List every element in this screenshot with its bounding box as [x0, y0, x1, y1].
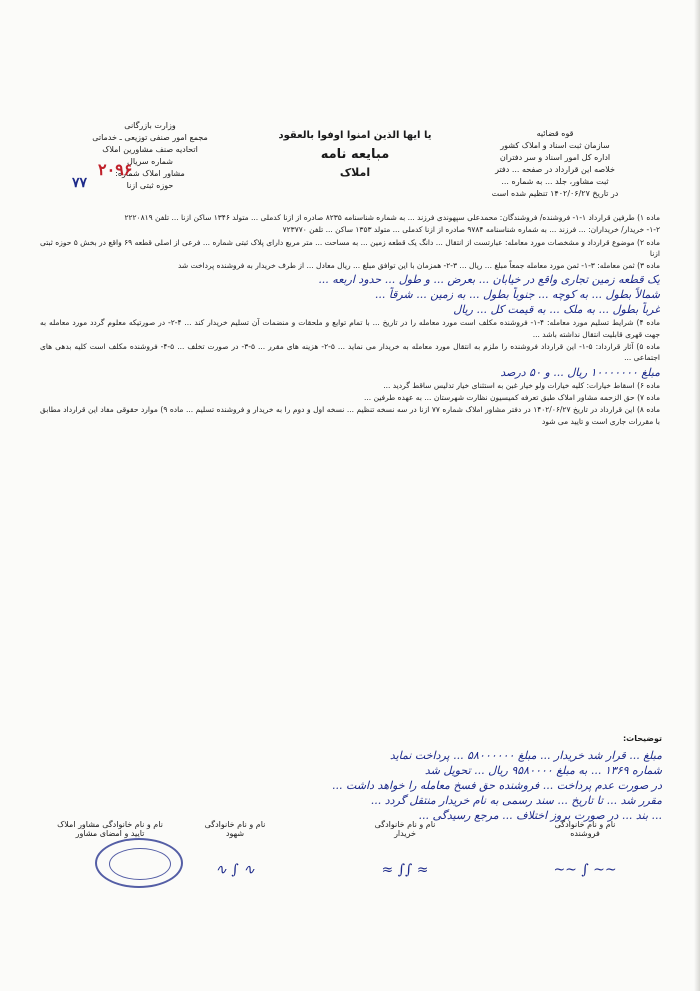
- witness-name-label: نام و نام خانوادگی: [204, 820, 266, 829]
- handwritten-line: غرباً بطول ... به ملک ... به قیمت کل ... ریال: [453, 303, 660, 317]
- buyer-name-label: نام و نام خانوادگی: [374, 820, 436, 829]
- serial-label: شماره سریال: [127, 157, 173, 166]
- org-union: اتحادیه صنف مشاورین املاک: [102, 145, 198, 154]
- contract-date: در تاریخ ۱۴۰۲/۰۶/۲۷ تنظیم شده است: [491, 189, 619, 198]
- witness-signature: [160, 820, 310, 878]
- clause-subject: ماده ۲) موضوع قرارداد و مشخصات مورد معامله: عبارتست از انتقال ... دانگ یک قطعه زمین ... به مساحت ... متر مربع دارای پلاک ثبتی شماره ... فرعی از اصلی قطعه ۶۹ واقع در بخش ۵ حوزه ثبتی ازنا: [40, 237, 660, 258]
- handwritten-line: یک قطعه زمین تجاری واقع در خیابان ... بعرض ... و طول ... حدود اربعه ...: [318, 273, 660, 287]
- agent-signature: [40, 820, 180, 838]
- clause-execution: ماده ۸) این قرارداد در تاریخ ۱۴۰۲/۰۶/۲۷ در دفتر مشاور املاک شماره ۷۷ ازنا در سه نسخه تنظیم ... نسخه اول و دوم را به خریدار و فروشنده تسلیم ... ماده ۹) موارد حقوقی مفاد این قرارداد مطابق با مقررات جاری است و تایید می شود: [40, 405, 660, 426]
- page-subtitle: املاک: [339, 166, 371, 179]
- agency-stamp: [95, 838, 183, 888]
- registry-zone: حوزه ثبتی ازنا: [126, 181, 174, 190]
- contract-body: [40, 212, 660, 428]
- agent-name-label: نام و نام خانوادگی مشاور املاک: [57, 820, 163, 829]
- header-ministry: [70, 120, 230, 192]
- description-label: توضیحات:: [622, 734, 662, 743]
- page-edge: [694, 0, 700, 991]
- seller-signature: [510, 820, 660, 878]
- org-guild-council: مجمع امور صنفی توزیعی ـ خدماتی: [92, 133, 208, 142]
- description-line: مبلغ ... قرار شد خریدار ... مبلغ ۵۸۰۰۰۰۰۰ ... پرداخت نماید: [389, 749, 662, 762]
- seller-signature-mark: ~~ ∫ ~~: [553, 862, 617, 878]
- witness-role-label: شهود: [225, 829, 245, 838]
- description-lines: [40, 748, 662, 823]
- description-section: [40, 734, 662, 834]
- seller-name-label: نام و نام خانوادگی: [554, 820, 616, 829]
- summary-page: خلاصه این قرارداد در صفحه ... دفتر: [495, 165, 615, 174]
- org-ministry: وزارت بازرگانی: [124, 121, 176, 130]
- handwritten-line: مبلغ ۱۰۰۰۰۰۰۰ ریال ... و ۵۰ درصد: [500, 365, 660, 379]
- handwritten-line: شمالاً بطول ... به کوچه ... جنوباً بطول ... به زمین ... شرقاً ...: [374, 288, 660, 302]
- org-notary: اداره کل امور اسناد و سر دفتران: [499, 153, 611, 162]
- org-judiciary: قوه قضائیه: [536, 129, 574, 138]
- clause-parties-seller: ماده ۱) طرفین قرارداد ۱-۱- فروشنده/ فروشندگان: محمدعلی سپهوندی فرزند ... به شماره شناسنامه ۸۲۳۵ صادره از ازنا کدملی ... متولد ۱۳۴۶ ساکن ازنا ... تلفن ۲۲۲۰۸۱۹: [124, 213, 660, 222]
- description-line: در صورت عدم پرداخت ... فروشنده حق فسخ معامله را خواهد داشت ...: [332, 779, 662, 792]
- buyer-role-label: خریدار: [394, 829, 416, 838]
- clause-commission: ماده ۷) حق الزحمه مشاور املاک طبق تعرفه کمیسیون نظارت شهرستان ... به عهده طرفین ...: [364, 392, 660, 402]
- seller-role-label: فروشنده: [570, 829, 600, 838]
- agent-number: ۷۷: [72, 175, 88, 191]
- buyer-signature: [330, 820, 480, 878]
- buyer-signature-mark: ≈ ∫∫ ≈: [381, 862, 429, 878]
- description-line: شماره ۱۳۶۹ ... به مبلغ ۹۵۸۰۰۰۰ ریال ... تحویل شد: [424, 764, 662, 777]
- verse-heading: یا ایها الذین امنوا اوفوا بالعقود: [278, 130, 432, 141]
- clause-price: ماده ۳) ثمن معامله: ۳-۱- ثمن مورد معامله جمعاً مبلغ ... ریال ... ۳-۲- همزمان با این توافق مبلغ ... ریال معادل ... از طرف خریدار به فروشنده پرداخت شد: [177, 261, 660, 271]
- description-line: مقرر شد ... تا تاریخ ... سند رسمی به نام خریدار منتقل گردد ...: [370, 794, 662, 807]
- clause-effects: ماده ۵) آثار قرارداد: ۵-۱- این قرارداد فروشنده را ملزم به انتقال مورد معامله به خریدار می نماید ... ۵-۲- هزینه های مقرر ... ۵-۳- در صورت تخلف ... ۵-۴- فروشنده مکلف است کلیه بدهی های اجتماعی ...: [40, 342, 660, 363]
- description-line: ... بند ... در صورت بروز اختلاف ... مرجع رسیدگی ...: [418, 809, 662, 822]
- clause-delivery: ماده ۴) شرایط تسلیم مورد معامله: ۴-۱- فروشنده مکلف است مورد معامله را در تاریخ ... با تمام توابع و ملحقات و منضمات آن تسلیم خریدار کند ... ۴-۲- در صورتیکه معلوم گردد مورد معامله به جهت قهری قابلیت انتقال نداشته باشد ...: [40, 318, 660, 339]
- clause-options-waiver: ماده ۶) اسقاط خیارات: کلیه خیارات ولو خیار غبن به استثنای خیار تدلیس ساقط گردید ...: [383, 380, 660, 390]
- agent-number-label: مشاور املاک شماره:: [115, 169, 185, 178]
- org-registration: سازمان ثبت اسناد و املاک کشور: [500, 141, 610, 150]
- serial-number: ۲۰۹۶: [98, 160, 133, 179]
- clause-parties-buyer: ۱-۲- خریدار/ خریداران: ... فرزند ... به شماره شناسنامه ۹۷۸۴ صادره از ازنا کدملی ... متولد ۱۳۵۳ ساکن ... تلفن ۷۲۳۷۷۰: [282, 225, 660, 235]
- register-volume: ثبت مشاور، جلد ... به شماره ...: [501, 177, 609, 186]
- page-title: مبایعه نامه: [320, 147, 390, 162]
- header-judiciary: [450, 128, 660, 200]
- agent-note-label: تایید و امضای مشاور: [75, 829, 145, 838]
- header-title-block: [245, 130, 465, 179]
- witness-signature-mark: ∿ ∫ ∿: [215, 862, 255, 878]
